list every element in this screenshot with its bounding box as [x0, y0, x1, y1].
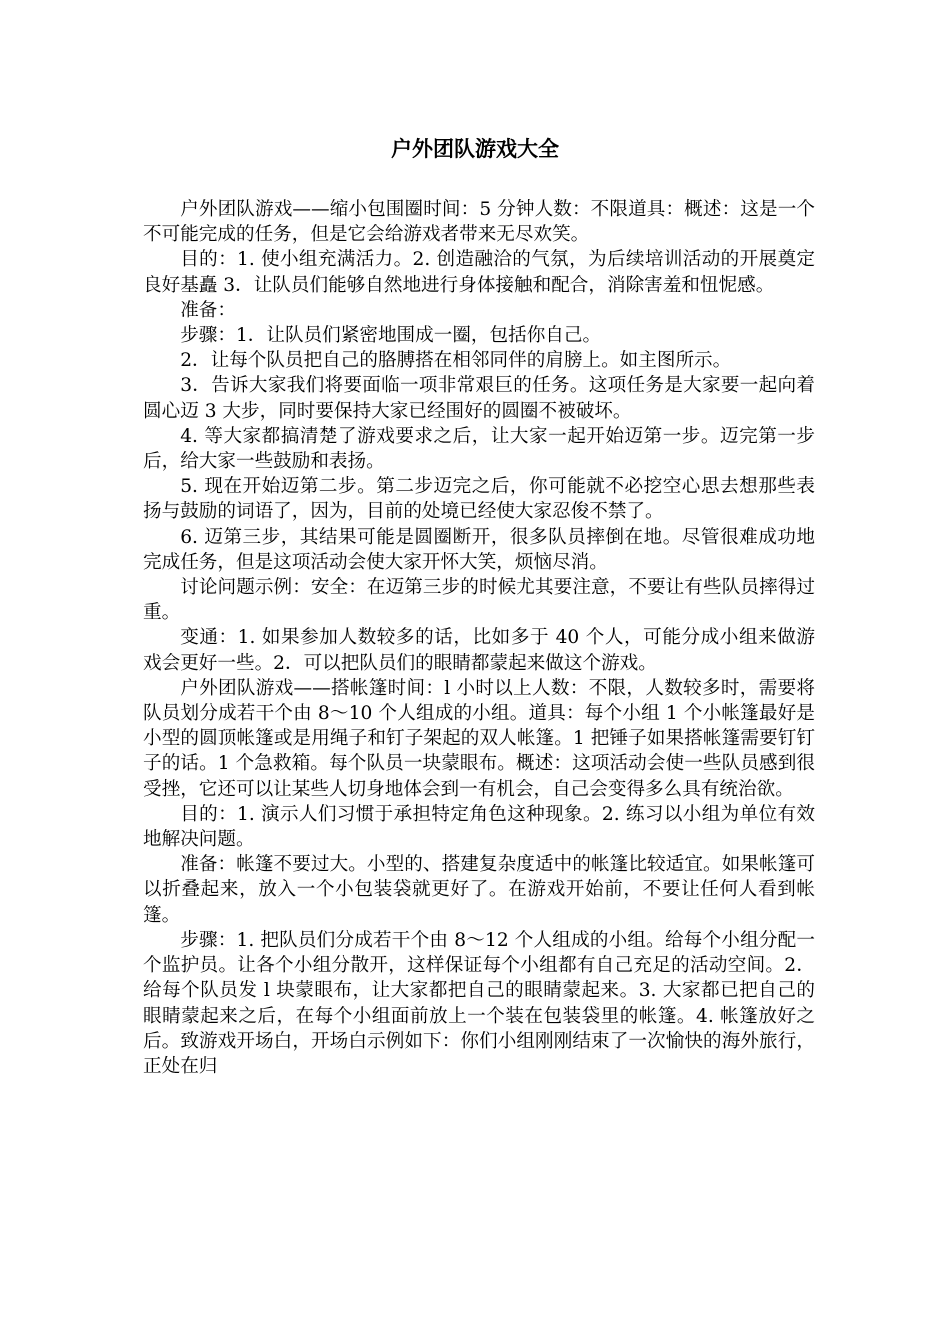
document-title: 户外团队游戏大全 — [391, 136, 559, 161]
paragraph-step-2: 2．让每个队员把自己的胳膊搭在相邻同伴的肩膀上。如主图所示。 — [180, 350, 732, 372]
paragraph-tent-preparation: 准备：帐篷不要过大。小型的、搭建复杂度适中的帐篷比较适宜。如果帐篷可以折叠起来，放入一个小包装袋就更好了。在游戏开始前，不要让任何人看到帐篷。 — [143, 854, 815, 926]
paragraph-purpose: 目的：1. 使小组充满活力。2. 创造融洽的气氛，为后续培训活动的开展奠定良好基矗 3．让队员们能够自然地进行身体接触和配合，消除害羞和忸怩感。 — [143, 249, 815, 296]
paragraph-step-1: 步骤：1．让队员们紧密地围成一圈，包括你自己。 — [180, 325, 602, 347]
paragraph-step-6: 6. 迈第三步，其结果可能是圆圈断开，很多队员摔倒在地。尽管很难成功地完成任务，但是这项活动会使大家开怀大笑，烦恼尽消。 — [143, 526, 815, 573]
paragraph-step-4: 4. 等大家都搞清楚了游戏要求之后，让大家一起开始迈第一步。迈完第一步后，给大家一些鼓励和表扬。 — [143, 425, 815, 473]
paragraph-tent-intro: 户外团队游戏——搭帐篷时间：l 小时以上人数：不限，人数较多时，需要将队员划分成若干个由 8～10 个人组成的小组。道具：每个小组 1 个小帐篷最好是小型的圆顶帐篷或是用绳子和钉子架起的双人帐篷。1 把锤子如果搭帐篷需要钉钉子的话。1 个急救箱。每个队员一块蒙眼布。概述：这项活动会使一些队员感到很受挫，它还可以让某些人切身地体会到一有机会，自己会变得多么具有统治欲。 — [143, 677, 815, 800]
paragraph-step-3: 3．告诉大家我们将要面临一项非常艰巨的任务。这项任务是大家要一起向着圆心迈 3 大步，同时要保持大家已经围好的圆圈不被破坏。 — [143, 375, 815, 422]
paragraph-tent-steps: 步骤：1. 把队员们分成若干个由 8～12 个人组成的小组。给每个小组分配一个监护员。让各个小组分散开，这样保证每个小组都有自己充足的活动空间。2．给每个队员发 l 块蒙眼布，让大家都把自己的眼睛蒙起来。3. 大家都已把自己的眼睛蒙起来之后，在每个小组面前放上一个装在包装袋里的帐篷。4. 帐篷放好之后。致游戏开场白，开场白示例如下：你们小组刚刚结束了一次愉快的海外旅行，正处在归 — [143, 929, 815, 1077]
paragraph-preparation: 准备： — [180, 299, 236, 321]
paragraph-tent-purpose: 目的：1. 演示人们习惯于承担特定角色这种现象。2. 练习以小组为单位有效地解决问题。 — [143, 803, 815, 851]
paragraph-variation: 变通：1. 如果参加人数较多的话，比如多于 40 个人，可能分成小组来做游戏会更好一些。2．可以把队员们的眼睛都蒙起来做这个游戏。 — [143, 627, 815, 674]
document-body — [143, 197, 815, 1079]
paragraph-step-5: 5. 现在开始迈第二步。第二步迈完之后，你可能就不必挖空心思去想那些表扬与鼓励的词语了，因为，目前的处境已经使大家忍俊不禁了。 — [143, 476, 815, 523]
paragraph-discussion: 讨论问题示例：安全：在迈第三步的时候尤其要注意，不要让有些队员摔得过重。 — [143, 577, 815, 624]
paragraph-intro: 户外团队游戏——缩小包围圈时间：5 分钟人数：不限道具：概述：这是一个不可能完成的任务，但是它会给游戏者带来无尽欢笑。 — [143, 199, 815, 246]
